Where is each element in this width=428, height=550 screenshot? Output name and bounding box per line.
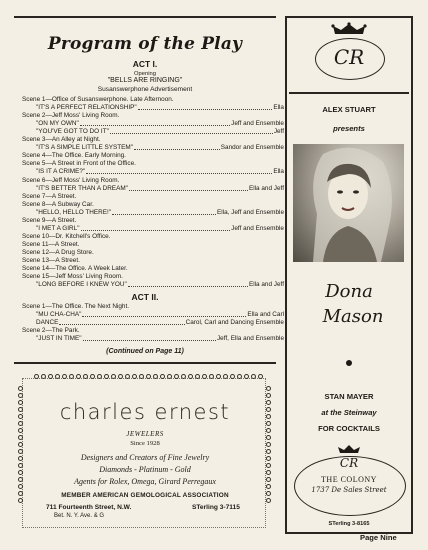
- bead: [167, 374, 172, 379]
- bead: [195, 374, 200, 379]
- jeweler-between: Bet. N. Y. Ave. & G: [54, 513, 105, 519]
- performers: Ella: [273, 104, 284, 112]
- song-line: [36, 185, 284, 193]
- bead: [223, 374, 228, 379]
- line-text: "MU CHA-CHA": [36, 311, 82, 319]
- bead: [266, 386, 271, 391]
- dot-leader: [134, 144, 220, 150]
- program-section: [14, 16, 284, 366]
- bead: [76, 374, 81, 379]
- performers: Ella, Jeff and Ensemble: [216, 208, 284, 216]
- jeweler-type: JEWELERS: [126, 430, 164, 438]
- line-text: Scene 2—The Park.: [22, 327, 80, 335]
- act-two-heading: ACT II.: [131, 292, 159, 302]
- opening-note: Susanswerphone Advertisement: [97, 86, 193, 93]
- line-text: "IT'S A PERFECT RELATIONSHIP": [36, 104, 137, 112]
- scene-line: [22, 177, 284, 185]
- scene-line: [22, 327, 284, 335]
- line-text: Scene 3—An Alley at Night.: [22, 136, 101, 144]
- jeweler-address: 711 Fourteenth Street, N.W.: [46, 504, 132, 511]
- bead: [216, 374, 221, 379]
- line-text: Scene 9—A Street.: [22, 216, 77, 224]
- line-text: DANCE: [36, 319, 59, 327]
- musician-instrument: at the Steinway: [321, 408, 377, 417]
- line-text: Scene 10—Dr. Kitchell's Office.: [22, 232, 111, 240]
- bottom-rule: [14, 362, 276, 364]
- dot-leader: [112, 209, 216, 215]
- bead: [188, 374, 193, 379]
- bead: [209, 374, 214, 379]
- scene-line: [22, 112, 284, 120]
- dot-leader: [110, 128, 273, 134]
- jeweler-advertisement: [16, 372, 274, 534]
- bead: [202, 374, 207, 379]
- bead: [18, 386, 23, 391]
- jeweler-phone: STerling 3-7115: [192, 504, 240, 511]
- scene-line: [22, 233, 284, 241]
- bead: [83, 374, 88, 379]
- scene-line: [22, 201, 284, 209]
- scene-line: [22, 249, 284, 257]
- performers: Jeff: [273, 128, 284, 136]
- bead: [153, 374, 158, 379]
- song-line: [36, 104, 284, 112]
- scene-line: [22, 160, 284, 168]
- scene-line: [22, 152, 284, 160]
- line-text: "IT'S BETTER THAN A DREAM": [36, 184, 128, 192]
- bead: [90, 374, 95, 379]
- right-column: [285, 16, 417, 534]
- line-text: "ON MY OWN": [36, 120, 79, 128]
- program-title: Program of the Play: [47, 34, 243, 54]
- song-line: [36, 128, 284, 136]
- line-text: Scene 6—Jeff Moss' Living Room.: [22, 176, 120, 184]
- bead: [230, 374, 235, 379]
- performers: Sandor and Ensemble: [220, 144, 284, 152]
- scene-line: [22, 257, 284, 265]
- colony-crown-icon: [337, 444, 361, 454]
- performer-photo: [293, 144, 404, 262]
- performers: Ella and Jeff: [248, 281, 284, 289]
- jeweler-line-2: Diamonds - Platinum - Gold: [99, 465, 191, 474]
- scene-line: [22, 217, 284, 225]
- rule-1: [289, 92, 409, 94]
- dot-leader: [59, 319, 184, 325]
- colony-address: 1737 De Sales Street: [311, 486, 387, 494]
- bead: [132, 374, 137, 379]
- bead: [18, 393, 23, 398]
- line-text: Scene 5—A Street in Front of the Office.: [22, 160, 136, 168]
- dot-leader: [82, 311, 246, 317]
- line-text: "LONG BEFORE I KNEW YOU": [36, 281, 127, 289]
- colony-phone: STerling 3-8165: [328, 521, 370, 527]
- line-text: Scene 14—The Office. A Week Later.: [22, 265, 128, 273]
- bead: [118, 374, 123, 379]
- bead: [62, 374, 67, 379]
- performers: Ella and Jeff: [248, 184, 284, 192]
- bead: [125, 374, 130, 379]
- line-text: Scene 15—Jeff Moss' Living Room.: [22, 273, 123, 281]
- line-text: Scene 11—A Street.: [22, 240, 80, 248]
- performers: Carol, Carl and Dancing Ensemble: [185, 319, 284, 327]
- performer-last-name: Mason: [322, 306, 384, 327]
- bead: [181, 374, 186, 379]
- line-text: Scene 1—The Office. The Next Night.: [22, 303, 130, 310]
- presents-label: presents: [333, 124, 365, 133]
- monogram: CR: [333, 45, 365, 69]
- line-text: "YOU'VE GOT TO DO IT": [36, 128, 109, 136]
- line-text: Scene 7—A Street.: [22, 192, 77, 200]
- bead: [104, 374, 109, 379]
- dot-leader: [80, 120, 230, 126]
- song-line: [36, 335, 284, 343]
- jeweler-name: charles ernest: [59, 400, 231, 424]
- line-text: "JUST IN TIME": [36, 335, 82, 343]
- bullet-dot: [346, 360, 352, 366]
- jeweler-member: MEMBER AMERICAN GEMOLOGICAL ASSOCIATION: [61, 492, 229, 499]
- dot-leader: [81, 225, 231, 231]
- bead: [55, 374, 60, 379]
- bead: [146, 374, 151, 379]
- musician-name: STAN MAYER: [324, 392, 374, 401]
- bead: [174, 374, 179, 379]
- bead: [237, 374, 242, 379]
- bead: [41, 374, 46, 379]
- colony-name: THE COLONY: [321, 475, 377, 484]
- song-line: [36, 168, 284, 176]
- scene-line: [22, 303, 284, 311]
- song-line: [36, 319, 284, 327]
- page-number: Page Nine: [360, 533, 397, 542]
- dot-leader: [138, 104, 273, 110]
- performer-first-name: Dona: [325, 281, 373, 302]
- act-one-heading: ACT I.: [132, 59, 158, 69]
- song-line: [36, 281, 284, 289]
- jeweler-since: Since 1928: [130, 440, 160, 447]
- bead: [258, 374, 263, 379]
- bead: [34, 374, 39, 379]
- bead: [139, 374, 144, 379]
- performers: Jeff and Ensemble: [231, 224, 284, 232]
- song-line: [36, 209, 284, 217]
- song-line: [36, 225, 284, 233]
- line-text: Scene 4—The Office. Early Morning.: [22, 152, 126, 160]
- line-text: "I MET A GIRL": [36, 224, 80, 232]
- line-text: Scene 12—A Drug Store.: [22, 248, 94, 256]
- jeweler-line-1: Designers and Creators of Fine Jewelry: [80, 453, 210, 462]
- bead: [251, 374, 256, 379]
- scene-line: [22, 136, 284, 144]
- line-text: "IT'S A SIMPLE LITTLE SYSTEM": [36, 144, 134, 152]
- dot-leader: [86, 168, 272, 174]
- performers: Ella: [273, 168, 284, 176]
- scene-line: [22, 96, 284, 104]
- line-text: Scene 8—A Subway Car.: [22, 200, 94, 208]
- bead: [69, 374, 74, 379]
- song-line: [36, 311, 284, 319]
- bead: [160, 374, 165, 379]
- line-text: "IS IT A CRIME?": [36, 168, 86, 176]
- song-line: [36, 120, 284, 128]
- song-line: [36, 144, 284, 152]
- top-rule: [14, 16, 276, 18]
- line-text: "HELLO, HELLO THERE!": [36, 208, 112, 216]
- performers: Ella and Carl: [247, 311, 284, 319]
- dot-leader: [128, 281, 248, 287]
- scene-line: [22, 193, 284, 201]
- performers: Jeff and Ensemble: [231, 120, 284, 128]
- opening-label: Opening: [134, 71, 156, 77]
- scene-line: [22, 265, 284, 273]
- scene-line: [22, 273, 284, 281]
- performers: Jeff, Ella and Ensemble: [216, 335, 284, 343]
- dot-leader: [129, 185, 248, 191]
- scene-line: [22, 241, 284, 249]
- line-text: Scene 1—Office of Susanswerphone. Late Afternoon.: [22, 96, 174, 103]
- bead: [266, 393, 271, 398]
- dot-leader: [83, 335, 216, 341]
- opening-song: "BELLS ARE RINGING": [107, 77, 183, 84]
- continued-note: (Continued on Page 11): [106, 348, 184, 355]
- bead: [111, 374, 116, 379]
- jeweler-line-3: Agents for Rolex, Omega, Girard Perregaux: [74, 477, 216, 486]
- bead: [48, 374, 53, 379]
- bead: [97, 374, 102, 379]
- cocktails-label: FOR COCKTAILS: [318, 424, 380, 433]
- line-text: Scene 2—Jeff Moss' Living Room.: [22, 112, 120, 120]
- bead: [244, 374, 249, 379]
- line-text: Scene 13—A Street.: [22, 257, 80, 264]
- crown-icon: [331, 22, 367, 36]
- presenter-name: ALEX STUART: [322, 105, 376, 114]
- colony-monogram: CR: [339, 456, 359, 470]
